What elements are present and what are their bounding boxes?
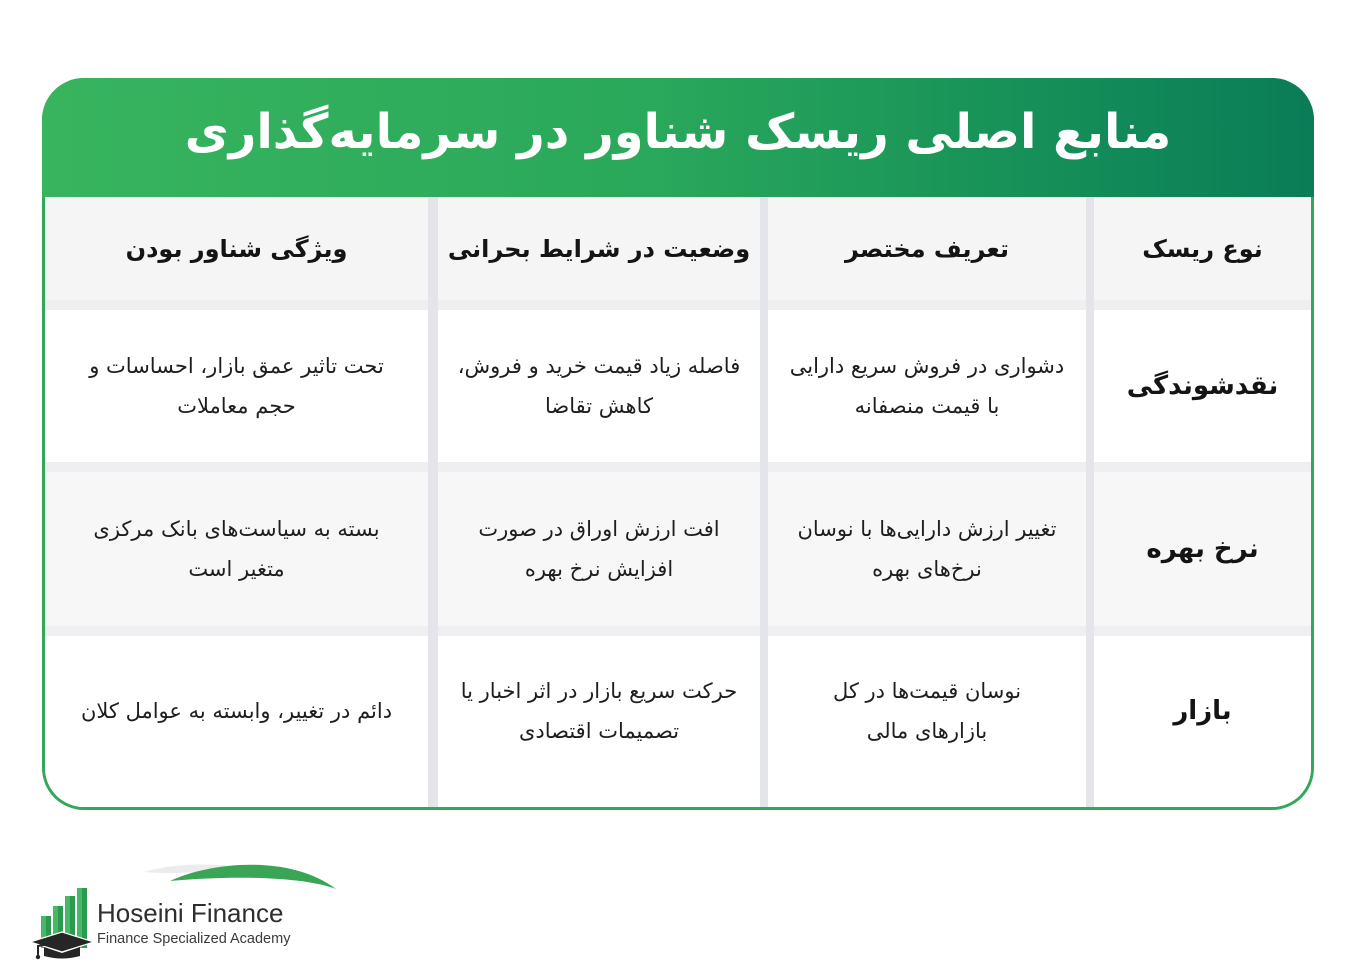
floating-feature-cell: بسته به سیاست‌های بانک مرکزی متغیر است: [93, 517, 380, 581]
risk-type-cell: نقدشوندگی: [1126, 371, 1279, 401]
definition-cell: دشواری در فروش سریع دارایی با قیمت منصفانه: [789, 354, 1065, 418]
definition-cell: نوسان قیمت‌ها در کل بازارهای مالی: [832, 678, 1022, 743]
header-definition: تعریف مختصر: [845, 234, 1009, 263]
table-row: [45, 636, 1311, 807]
column-divider: [428, 197, 438, 807]
header-crisis-status: وضعیت در شرایط بحرانی: [447, 234, 751, 263]
brand-tagline: Finance Specialized Academy: [97, 931, 291, 947]
page-title: منابع اصلی ریسک شناور در سرمایه‌گذاری: [184, 103, 1172, 160]
row-divider: [45, 626, 1311, 636]
card-header: [42, 78, 1314, 197]
info-card: [42, 78, 1314, 810]
column-divider: [760, 197, 768, 807]
floating-feature-cell: دائم در تغییر، وابسته به عوامل کلان: [80, 698, 393, 723]
table-header-row: [45, 197, 1311, 300]
brand-name: Hoseini Finance: [97, 898, 284, 928]
row-divider: [45, 462, 1311, 472]
column-divider: [1086, 197, 1094, 807]
floating-feature-cell: تحت تاثیر عمق بازار، احساسات و حجم معاملات: [89, 354, 384, 418]
risk-type-cell: بازار: [1173, 695, 1232, 726]
swoosh-decoration: [140, 856, 340, 894]
definition-cell: تغییر ارزش دارایی‌ها با نوسان نرخ‌های بهره: [797, 517, 1057, 581]
crisis-status-cell: حرکت سریع بازار در اثر اخبار یا تصمیمات اقتصادی: [460, 678, 738, 743]
header-risk-type: نوع ریسک: [1142, 234, 1263, 263]
table-row: [45, 310, 1311, 462]
risk-type-cell: نرخ بهره: [1146, 534, 1259, 564]
crisis-status-cell: فاصله زیاد قیمت خرید و فروش، کاهش تقاضا: [457, 354, 741, 418]
row-divider: [45, 300, 1311, 310]
table-row: [45, 472, 1311, 626]
header-floating-feature: ویژگی شناور بودن: [125, 234, 348, 263]
crisis-status-cell: افت ارزش اوراق در صورت افزایش نرخ بهره: [478, 517, 720, 581]
risk-table: [45, 197, 1311, 807]
bar-chart-graduation-cap-icon: [26, 880, 98, 962]
